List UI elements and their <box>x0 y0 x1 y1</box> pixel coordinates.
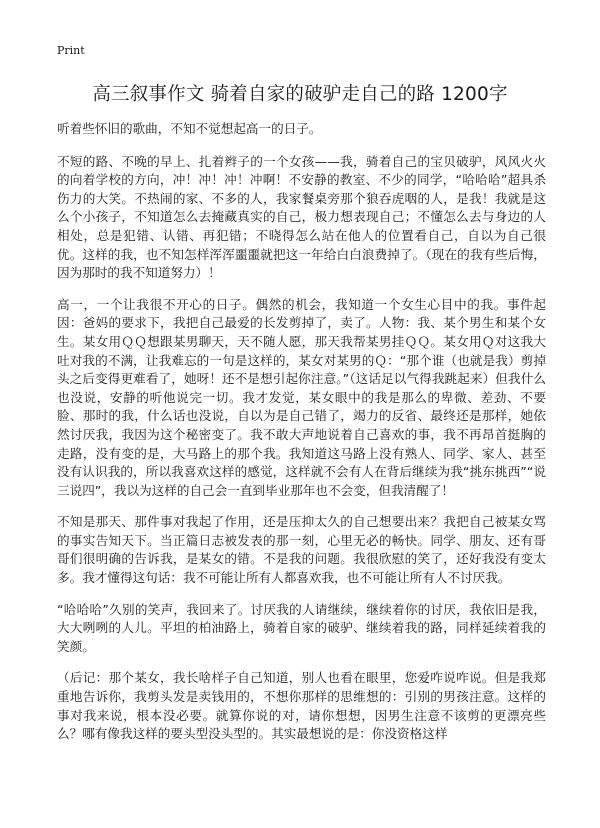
paragraph: 不知是那天、那件事对我起了作用，还是压抑太久的自己想要出来？我把自己被某女骂的事实告知天下。当正篇日志被发表的那一刻，心里无必的畅快。同学、朋友、还有哥哥们很明确的告诉我，是某女的错。不是我的问题。我很欣慰的笑了，还好我没有变太多。我才懂得这句话：我不可能让所有人都喜欢我，也不可能让所有人不讨厌我。 <box>57 514 546 586</box>
article-title: 高三叙事作文 骑着自家的破驴走自己的路 1200字 <box>92 84 508 105</box>
article-body <box>57 120 546 757</box>
paragraph: 高一，一个让我很不开心的日子。偶然的机会，我知道一个女生心目中的我。事件起因：爸妈的要求下，我把自己最爱的长发剪掉了，卖了。人物：我、某个男生和某个女生。某女用ＱＱ想跟某男聊天，天不随人愿，那天我帮某男挂ＱＱ。某女用Ｑ对这我大吐对我的不满，让我难忘的一句是这样的，某女对某男的Ｑ：“那个谁（也就是我）剪掉头之后变得更难看了，她呀！还不是想引起你注意。”（这话足以气得我跳起来）但我什么也没说，安静的听他说完一切。我才发觉，某女眼中的我是那么的卑微、差劲、不要脸、那时的我，什么话也没说，自以为是自己错了，竭力的反省、最终还是那样，她依然讨厌我，我因为这个秘密变了。我不敢大声地说着自己喜欢的事，我不再昂首挺胸的走路，没有变的是，大马路上的那个我。我知道这马路上没有熟人、同学、家人、甚至没有认识我的，所以我喜欢这样的感觉，这样就不会有人在背后继续为我“挑东挑西”“说三说四”，我以为这样的自己会一直到毕业那年也不会变，但我清醒了！ <box>57 296 546 498</box>
paragraph: “哈哈哈”久别的笑声，我回来了。讨厌我的人请继续，继续着你的讨厌，我依旧是我，大大咧咧的人儿。平坦的柏油路上，骑着自家的破驴、继续着我的路，同样延续着我的笑颜。 <box>57 601 546 654</box>
paragraph: 不短的路、不晚的早上、扎着辫子的一个女孩——我，骑着自己的宝贝破驴，风风火火的向着学校的方向，冲！冲！冲！冲啊！不安静的教室、不少的同学，“哈哈哈”超具杀伤力的大笑。不热闹的家、不多的人，我家餐桌旁那个狼吞虎咽的人，是我！我就是这么个小孩子，不知道怎么去掩藏真实的自己，极力想表现自己；不懂怎么去与身边的人相处，总是犯错、认错、再犯错；不晓得怎么站在他人的位置看自己，自以为自己很优。这样的我，也不知怎样浑浑噩噩就把这一年给白白浪费掉了。（现在的我有些后悔，因为那时的我不知道努力）！ <box>57 153 546 281</box>
paragraph: （后记：那个某女，我长啥样子自己知道，别人也看在眼里，您爱咋说咋说。但是我郑重地告诉你，我剪头发是卖钱用的，不想你那样的思维想的：引别的男孩注意。这样的事对我来说，根本没必要。就算你说的对，请你想想，因男生注意不该剪的更漂亮些么？哪有像我这样的要头型没头型的。其实最想说的是：你没资格这样 <box>57 670 546 742</box>
print-link[interactable]: Print <box>57 44 85 57</box>
paragraph: 听着些怀旧的歌曲，不知不觉想起高一的日子。 <box>57 121 322 136</box>
